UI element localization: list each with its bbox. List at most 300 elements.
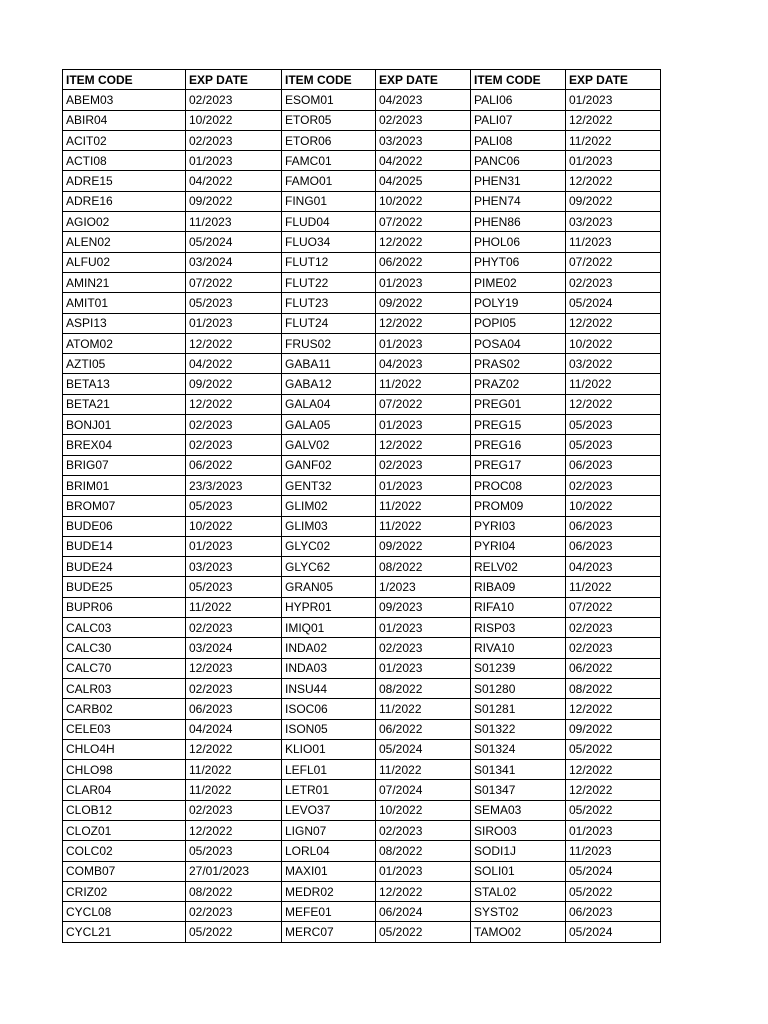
- item-code-cell: PYRI04: [471, 536, 566, 556]
- exp-date-cell: 02/2023: [186, 618, 282, 638]
- item-code-cell: CYCL21: [63, 922, 186, 942]
- header-item-code-3: ITEM CODE: [471, 70, 566, 90]
- item-code-cell: ETOR06: [282, 130, 376, 150]
- exp-date-cell: 05/2024: [566, 861, 661, 881]
- exp-date-cell: 11/2023: [566, 232, 661, 252]
- item-code-cell: FLUT22: [282, 272, 376, 292]
- item-code-cell: INSU44: [282, 678, 376, 698]
- exp-date-cell: 02/2023: [186, 435, 282, 455]
- item-code-cell: HYPR01: [282, 597, 376, 617]
- exp-date-cell: 07/2022: [376, 394, 471, 414]
- table-row: [63, 110, 661, 130]
- item-code-cell: ABEM03: [63, 90, 186, 110]
- exp-date-cell: 12/2022: [566, 780, 661, 800]
- exp-date-cell: 06/2023: [566, 516, 661, 536]
- item-code-cell: CALC30: [63, 638, 186, 658]
- item-code-cell: GALV02: [282, 435, 376, 455]
- table-row: [63, 293, 661, 313]
- table-row: [63, 374, 661, 394]
- exp-date-cell: 02/2023: [566, 475, 661, 495]
- item-code-cell: FING01: [282, 191, 376, 211]
- item-code-cell: PRAZ02: [471, 374, 566, 394]
- table-row: [63, 800, 661, 820]
- item-code-cell: S01341: [471, 760, 566, 780]
- item-code-cell: PHEN74: [471, 191, 566, 211]
- item-code-cell: SOLI01: [471, 861, 566, 881]
- table-row: [63, 881, 661, 901]
- exp-date-cell: 02/2023: [186, 678, 282, 698]
- exp-date-cell: 06/2024: [376, 902, 471, 922]
- item-code-cell: FLUT23: [282, 293, 376, 313]
- exp-date-cell: 02/2023: [566, 272, 661, 292]
- item-code-cell: GLYC02: [282, 536, 376, 556]
- exp-date-cell: 04/2023: [566, 557, 661, 577]
- item-code-cell: PIME02: [471, 272, 566, 292]
- item-code-cell: BUDE24: [63, 557, 186, 577]
- table-row: [63, 90, 661, 110]
- item-code-cell: PREG01: [471, 394, 566, 414]
- item-code-cell: ACTI08: [63, 151, 186, 171]
- item-code-cell: ADRE16: [63, 191, 186, 211]
- item-code-cell: GALA05: [282, 415, 376, 435]
- exp-date-cell: 08/2022: [376, 557, 471, 577]
- exp-date-cell: 08/2022: [376, 841, 471, 861]
- exp-date-cell: 05/2023: [186, 577, 282, 597]
- item-code-cell: ISON05: [282, 719, 376, 739]
- item-code-cell: RELV02: [471, 557, 566, 577]
- table-row: [63, 597, 661, 617]
- exp-date-cell: 11/2022: [376, 374, 471, 394]
- header-exp-date-2: EXP DATE: [376, 70, 471, 90]
- item-code-cell: GLIM02: [282, 496, 376, 516]
- exp-date-cell: 01/2023: [376, 333, 471, 353]
- exp-date-cell: 02/2023: [566, 638, 661, 658]
- item-code-cell: S01281: [471, 699, 566, 719]
- exp-date-cell: 11/2022: [566, 577, 661, 597]
- item-code-cell: FAMC01: [282, 151, 376, 171]
- exp-date-cell: 06/2023: [566, 455, 661, 475]
- exp-date-cell: 06/2022: [566, 658, 661, 678]
- item-code-cell: CLOZ01: [63, 820, 186, 840]
- exp-date-cell: 03/2023: [186, 557, 282, 577]
- item-code-cell: MAXI01: [282, 861, 376, 881]
- item-code-cell: AZTI05: [63, 354, 186, 374]
- exp-date-cell: 11/2022: [376, 760, 471, 780]
- item-code-cell: CALR03: [63, 678, 186, 698]
- exp-date-cell: 12/2022: [566, 394, 661, 414]
- exp-date-cell: 12/2022: [566, 313, 661, 333]
- item-code-cell: GRAN05: [282, 577, 376, 597]
- item-code-cell: PALI06: [471, 90, 566, 110]
- table-row: [63, 922, 661, 942]
- exp-date-cell: 09/2023: [376, 597, 471, 617]
- header-item-code-1: ITEM CODE: [63, 70, 186, 90]
- item-code-cell: CALC03: [63, 618, 186, 638]
- table-row: [63, 861, 661, 881]
- item-code-cell: INDA02: [282, 638, 376, 658]
- table-row: [63, 516, 661, 536]
- item-code-cell: S01239: [471, 658, 566, 678]
- exp-date-cell: 07/2022: [566, 597, 661, 617]
- exp-date-cell: 05/2022: [566, 881, 661, 901]
- table-row: [63, 313, 661, 333]
- item-code-cell: PREG16: [471, 435, 566, 455]
- item-code-cell: ESOM01: [282, 90, 376, 110]
- table-row: [63, 130, 661, 150]
- exp-date-cell: 01/2023: [376, 475, 471, 495]
- table-row: [63, 902, 661, 922]
- exp-date-cell: 02/2023: [186, 800, 282, 820]
- item-code-cell: FLUO34: [282, 232, 376, 252]
- item-code-cell: FLUD04: [282, 212, 376, 232]
- exp-date-cell: 01/2023: [376, 658, 471, 678]
- exp-date-cell: 08/2022: [566, 678, 661, 698]
- exp-date-cell: 11/2022: [566, 374, 661, 394]
- item-code-cell: BETA13: [63, 374, 186, 394]
- item-code-cell: LIGN07: [282, 820, 376, 840]
- item-code-cell: ETOR05: [282, 110, 376, 130]
- item-code-cell: GALA04: [282, 394, 376, 414]
- exp-date-cell: 03/2024: [186, 252, 282, 272]
- exp-date-cell: 11/2022: [376, 496, 471, 516]
- item-code-cell: S01280: [471, 678, 566, 698]
- exp-date-cell: 07/2022: [376, 212, 471, 232]
- exp-date-cell: 02/2023: [186, 415, 282, 435]
- exp-date-cell: 05/2022: [186, 922, 282, 942]
- exp-date-cell: 12/2022: [566, 171, 661, 191]
- item-code-cell: BETA21: [63, 394, 186, 414]
- item-code-cell: SEMA03: [471, 800, 566, 820]
- table-row: [63, 536, 661, 556]
- item-code-cell: S01324: [471, 739, 566, 759]
- item-code-cell: COLC02: [63, 841, 186, 861]
- item-code-cell: LEVO37: [282, 800, 376, 820]
- item-code-cell: PROM09: [471, 496, 566, 516]
- table-row: [63, 151, 661, 171]
- exp-date-cell: 02/2023: [376, 455, 471, 475]
- exp-date-cell: 06/2022: [186, 455, 282, 475]
- item-code-cell: PREG15: [471, 415, 566, 435]
- table-row: [63, 699, 661, 719]
- exp-date-cell: 09/2022: [566, 191, 661, 211]
- exp-date-cell: 03/2023: [566, 212, 661, 232]
- exp-date-cell: 05/2023: [566, 415, 661, 435]
- table-row: [63, 191, 661, 211]
- exp-date-cell: 08/2022: [186, 881, 282, 901]
- item-code-cell: MEFE01: [282, 902, 376, 922]
- item-code-cell: PHYT06: [471, 252, 566, 272]
- exp-date-cell: 08/2022: [376, 678, 471, 698]
- exp-date-cell: 04/2023: [376, 90, 471, 110]
- table-row: [63, 638, 661, 658]
- exp-date-cell: 11/2022: [186, 760, 282, 780]
- item-code-cell: AGIO02: [63, 212, 186, 232]
- exp-date-cell: 05/2023: [186, 496, 282, 516]
- item-code-cell: BROM07: [63, 496, 186, 516]
- exp-date-cell: 12/2022: [186, 739, 282, 759]
- item-code-cell: PANC06: [471, 151, 566, 171]
- item-code-cell: GABA11: [282, 354, 376, 374]
- exp-date-cell: 03/2024: [186, 638, 282, 658]
- item-code-cell: SIRO03: [471, 820, 566, 840]
- item-code-cell: CHLO4H: [63, 739, 186, 759]
- exp-date-cell: 12/2022: [186, 333, 282, 353]
- item-code-cell: COMB07: [63, 861, 186, 881]
- exp-date-cell: 12/2022: [566, 760, 661, 780]
- item-code-cell: TAMO02: [471, 922, 566, 942]
- exp-date-cell: 11/2023: [186, 212, 282, 232]
- item-code-cell: CELE03: [63, 719, 186, 739]
- exp-date-cell: 02/2023: [186, 902, 282, 922]
- item-code-cell: STAL02: [471, 881, 566, 901]
- item-code-cell: GLYC62: [282, 557, 376, 577]
- table-row: [63, 618, 661, 638]
- item-code-cell: S01322: [471, 719, 566, 739]
- item-code-cell: ATOM02: [63, 333, 186, 353]
- item-code-cell: FLUT24: [282, 313, 376, 333]
- exp-date-cell: 01/2023: [186, 536, 282, 556]
- exp-date-cell: 12/2022: [376, 313, 471, 333]
- exp-date-cell: 12/2022: [186, 394, 282, 414]
- item-code-cell: GABA12: [282, 374, 376, 394]
- table-row: [63, 455, 661, 475]
- exp-date-cell: 01/2023: [376, 415, 471, 435]
- item-code-cell: SODI1J: [471, 841, 566, 861]
- item-code-cell: BUDE14: [63, 536, 186, 556]
- item-code-cell: CHLO98: [63, 760, 186, 780]
- table-row: [63, 658, 661, 678]
- exp-date-cell: 05/2024: [376, 739, 471, 759]
- exp-date-cell: 11/2023: [566, 841, 661, 861]
- table-row: [63, 496, 661, 516]
- item-code-cell: LEFL01: [282, 760, 376, 780]
- exp-date-cell: 02/2023: [376, 820, 471, 840]
- exp-date-cell: 27/01/2023: [186, 861, 282, 881]
- exp-date-cell: 12/2022: [376, 435, 471, 455]
- exp-date-cell: 01/2023: [376, 272, 471, 292]
- exp-date-cell: 11/2022: [186, 780, 282, 800]
- item-code-cell: PRAS02: [471, 354, 566, 374]
- item-code-cell: KLIO01: [282, 739, 376, 759]
- table-row: [63, 435, 661, 455]
- item-code-cell: AMIN21: [63, 272, 186, 292]
- expiry-sheet: [62, 69, 661, 943]
- exp-date-cell: 09/2022: [566, 719, 661, 739]
- table-row: [63, 719, 661, 739]
- item-code-cell: CARB02: [63, 699, 186, 719]
- exp-date-cell: 05/2023: [566, 435, 661, 455]
- exp-date-cell: 05/2024: [186, 232, 282, 252]
- exp-date-cell: 11/2022: [376, 699, 471, 719]
- item-code-cell: POPI05: [471, 313, 566, 333]
- item-code-cell: CLAR04: [63, 780, 186, 800]
- item-code-cell: BREX04: [63, 435, 186, 455]
- exp-date-cell: 04/2022: [186, 354, 282, 374]
- exp-date-cell: 02/2023: [376, 638, 471, 658]
- exp-date-cell: 06/2022: [376, 719, 471, 739]
- table-row: [63, 820, 661, 840]
- exp-date-cell: 12/2022: [566, 110, 661, 130]
- table-body: [63, 90, 661, 942]
- table-row: [63, 475, 661, 495]
- exp-date-cell: 06/2023: [186, 699, 282, 719]
- exp-date-cell: 05/2023: [186, 841, 282, 861]
- exp-date-cell: 23/3/2023: [186, 475, 282, 495]
- item-code-cell: FAMO01: [282, 171, 376, 191]
- exp-date-cell: 04/2023: [376, 354, 471, 374]
- item-code-cell: PHEN86: [471, 212, 566, 232]
- table-row: [63, 760, 661, 780]
- exp-date-cell: 12/2022: [376, 232, 471, 252]
- header-item-code-2: ITEM CODE: [282, 70, 376, 90]
- exp-date-cell: 12/2022: [186, 820, 282, 840]
- table-row: [63, 841, 661, 861]
- exp-date-cell: 10/2022: [566, 496, 661, 516]
- item-code-cell: PALI08: [471, 130, 566, 150]
- item-code-cell: S01347: [471, 780, 566, 800]
- exp-date-cell: 01/2023: [566, 820, 661, 840]
- item-code-cell: RISP03: [471, 618, 566, 638]
- item-code-cell: BONJ01: [63, 415, 186, 435]
- item-code-cell: GENT32: [282, 475, 376, 495]
- exp-date-cell: 09/2022: [376, 293, 471, 313]
- header-exp-date-3: EXP DATE: [566, 70, 661, 90]
- table-row: [63, 780, 661, 800]
- exp-date-cell: 06/2023: [566, 902, 661, 922]
- table-row: [63, 557, 661, 577]
- item-code-cell: PHEN31: [471, 171, 566, 191]
- exp-date-cell: 05/2024: [566, 922, 661, 942]
- item-code-cell: PALI07: [471, 110, 566, 130]
- item-code-cell: BUDE25: [63, 577, 186, 597]
- exp-date-cell: 05/2024: [566, 293, 661, 313]
- exp-date-cell: 10/2022: [376, 800, 471, 820]
- item-code-cell: GANF02: [282, 455, 376, 475]
- exp-date-cell: 04/2022: [186, 171, 282, 191]
- item-code-cell: ALEN02: [63, 232, 186, 252]
- item-code-cell: ACIT02: [63, 130, 186, 150]
- exp-date-cell: 07/2022: [566, 252, 661, 272]
- table-row: [63, 252, 661, 272]
- exp-date-cell: 03/2023: [376, 130, 471, 150]
- item-code-cell: SYST02: [471, 902, 566, 922]
- exp-date-cell: 11/2022: [186, 597, 282, 617]
- item-code-cell: POLY19: [471, 293, 566, 313]
- exp-date-cell: 02/2023: [376, 110, 471, 130]
- exp-date-cell: 11/2022: [566, 130, 661, 150]
- table-row: [63, 333, 661, 353]
- exp-date-cell: 05/2022: [566, 800, 661, 820]
- item-code-cell: BUDE06: [63, 516, 186, 536]
- exp-date-cell: 07/2022: [186, 272, 282, 292]
- item-code-cell: INDA03: [282, 658, 376, 678]
- table-row: [63, 232, 661, 252]
- table-header-row: [63, 70, 661, 90]
- item-code-cell: ALFU02: [63, 252, 186, 272]
- table-row: [63, 272, 661, 292]
- exp-date-cell: 12/2022: [566, 699, 661, 719]
- item-code-cell: ABIR04: [63, 110, 186, 130]
- item-code-cell: MERC07: [282, 922, 376, 942]
- item-code-cell: POSA04: [471, 333, 566, 353]
- exp-date-cell: 03/2022: [566, 354, 661, 374]
- exp-date-cell: 10/2022: [186, 110, 282, 130]
- exp-date-cell: 1/2023: [376, 577, 471, 597]
- item-code-cell: FRUS02: [282, 333, 376, 353]
- exp-date-cell: 09/2022: [186, 374, 282, 394]
- exp-date-cell: 04/2025: [376, 171, 471, 191]
- item-code-cell: CLOB12: [63, 800, 186, 820]
- item-code-cell: PREG17: [471, 455, 566, 475]
- exp-date-cell: 07/2024: [376, 780, 471, 800]
- item-code-cell: RIVA10: [471, 638, 566, 658]
- item-code-cell: RIFA10: [471, 597, 566, 617]
- exp-date-cell: 09/2022: [376, 536, 471, 556]
- item-code-cell: PHOL06: [471, 232, 566, 252]
- exp-date-cell: 05/2022: [376, 922, 471, 942]
- exp-date-cell: 12/2023: [186, 658, 282, 678]
- item-code-cell: FLUT12: [282, 252, 376, 272]
- table-row: [63, 394, 661, 414]
- table-row: [63, 171, 661, 191]
- item-code-cell: AMIT01: [63, 293, 186, 313]
- table-row: [63, 212, 661, 232]
- item-code-cell: LORL04: [282, 841, 376, 861]
- table-row: [63, 678, 661, 698]
- item-code-cell: ISOC06: [282, 699, 376, 719]
- item-code-cell: BUPR06: [63, 597, 186, 617]
- exp-date-cell: 01/2023: [186, 313, 282, 333]
- item-code-cell: BRIG07: [63, 455, 186, 475]
- exp-date-cell: 06/2022: [376, 252, 471, 272]
- exp-date-cell: 10/2022: [376, 191, 471, 211]
- exp-date-cell: 05/2022: [566, 739, 661, 759]
- exp-date-cell: 01/2023: [376, 618, 471, 638]
- exp-date-cell: 01/2023: [566, 90, 661, 110]
- exp-date-cell: 11/2022: [376, 516, 471, 536]
- header-exp-date-1: EXP DATE: [186, 70, 282, 90]
- exp-date-cell: 09/2022: [186, 191, 282, 211]
- item-code-cell: RIBA09: [471, 577, 566, 597]
- exp-date-cell: 04/2024: [186, 719, 282, 739]
- exp-date-cell: 04/2022: [376, 151, 471, 171]
- table-row: [63, 739, 661, 759]
- exp-date-cell: 06/2023: [566, 536, 661, 556]
- item-code-cell: ASPI13: [63, 313, 186, 333]
- item-code-cell: ADRE15: [63, 171, 186, 191]
- expiry-table: [62, 69, 661, 943]
- exp-date-cell: 02/2023: [566, 618, 661, 638]
- item-code-cell: CRIZ02: [63, 881, 186, 901]
- exp-date-cell: 12/2022: [376, 881, 471, 901]
- table-row: [63, 354, 661, 374]
- item-code-cell: PROC08: [471, 475, 566, 495]
- item-code-cell: CYCL08: [63, 902, 186, 922]
- exp-date-cell: 05/2023: [186, 293, 282, 313]
- item-code-cell: MEDR02: [282, 881, 376, 901]
- item-code-cell: CALC70: [63, 658, 186, 678]
- table-row: [63, 577, 661, 597]
- item-code-cell: GLIM03: [282, 516, 376, 536]
- exp-date-cell: 10/2022: [186, 516, 282, 536]
- item-code-cell: BRIM01: [63, 475, 186, 495]
- item-code-cell: LETR01: [282, 780, 376, 800]
- exp-date-cell: 01/2023: [376, 861, 471, 881]
- item-code-cell: PYRI03: [471, 516, 566, 536]
- item-code-cell: IMIQ01: [282, 618, 376, 638]
- exp-date-cell: 01/2023: [566, 151, 661, 171]
- exp-date-cell: 01/2023: [186, 151, 282, 171]
